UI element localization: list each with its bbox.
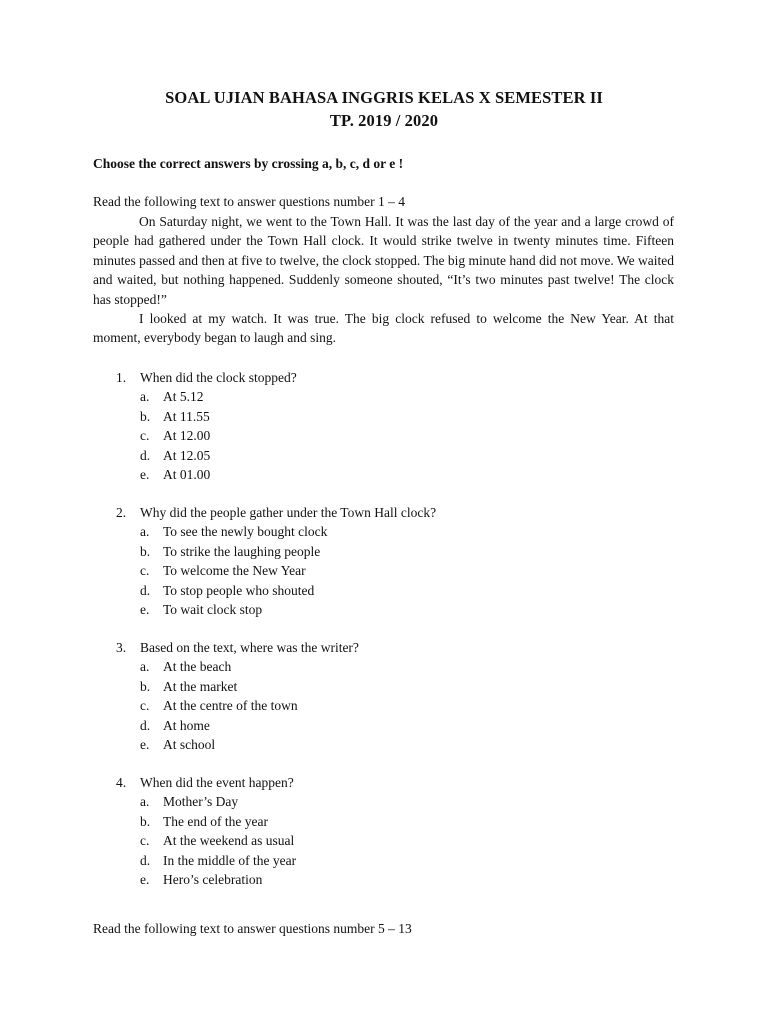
question-stem — [0, 773, 768, 792]
option-letter: d. — [140, 582, 151, 598]
exam-year: TP. 2019 / 2020 — [329, 111, 439, 130]
option-letter: d. — [140, 447, 151, 463]
option-text: At 12.05 — [163, 447, 211, 463]
question-number: 3. — [116, 640, 127, 655]
option-letter: b. — [140, 678, 151, 694]
option-d[interactable] — [0, 716, 768, 735]
option-letter: e. — [140, 871, 150, 887]
option-text: In the middle of the year — [163, 852, 297, 868]
option-c[interactable] — [0, 561, 768, 580]
option-a[interactable] — [0, 522, 768, 541]
option-d[interactable] — [0, 581, 768, 600]
option-c[interactable] — [0, 696, 768, 715]
option-text: To stop people who shouted — [163, 582, 315, 598]
option-text: Hero’s celebration — [163, 871, 263, 887]
answer-options — [0, 387, 768, 484]
question-stem — [0, 368, 768, 387]
question-text: Why did the people gather under the Town Hall clock? — [140, 505, 437, 520]
reading-passage — [93, 212, 674, 348]
option-text: At 11.55 — [163, 408, 210, 424]
exam-title: SOAL UJIAN BAHASA INGGRIS KELAS X SEMESTER II — [165, 88, 603, 107]
option-text: At 5.12 — [163, 389, 204, 405]
passage-paragraph: I looked at my watch. It was true. The big clock refused to welcome the New Year. At that moment, everybody began to laugh and sing. — [93, 311, 674, 346]
option-letter: e. — [140, 736, 150, 752]
option-e[interactable] — [0, 465, 768, 484]
question-text: Based on the text, where was the writer? — [140, 640, 359, 655]
option-text: At home — [163, 717, 210, 733]
option-text: To wait clock stop — [163, 601, 263, 617]
option-text: To welcome the New Year — [163, 563, 306, 579]
option-text: At 01.00 — [163, 466, 211, 482]
question-text: When did the event happen? — [140, 775, 294, 790]
option-letter: c. — [140, 833, 150, 849]
option-letter: a. — [140, 794, 150, 810]
option-letter: c. — [140, 563, 150, 579]
option-letter: e. — [140, 601, 150, 617]
option-a[interactable] — [0, 387, 768, 406]
option-b[interactable] — [0, 677, 768, 696]
option-a[interactable] — [0, 657, 768, 676]
option-text: At the centre of the town — [163, 698, 298, 714]
option-text: At 12.00 — [163, 428, 211, 444]
option-text: At the market — [163, 678, 238, 694]
question-number: 2. — [116, 505, 127, 520]
option-letter: b. — [140, 408, 151, 424]
option-letter: c. — [140, 698, 150, 714]
option-d[interactable] — [0, 446, 768, 465]
answer-options — [0, 522, 768, 619]
option-letter: d. — [140, 717, 151, 733]
option-e[interactable] — [0, 870, 768, 889]
option-letter: d. — [140, 852, 151, 868]
question-3 — [0, 638, 768, 754]
option-letter: a. — [140, 524, 150, 540]
option-text: At the beach — [163, 659, 232, 675]
option-letter: e. — [140, 466, 150, 482]
section2-intro: Read the following text to answer questions number 5 – 13 — [93, 921, 412, 936]
answer-options — [0, 792, 768, 889]
question-number: 1. — [116, 370, 127, 385]
option-d[interactable] — [0, 851, 768, 870]
question-1 — [0, 368, 768, 484]
option-e[interactable] — [0, 600, 768, 619]
question-2 — [0, 503, 768, 619]
option-letter: b. — [140, 813, 151, 829]
option-text: The end of the year — [163, 813, 268, 829]
option-text: At the weekend as usual — [163, 833, 295, 849]
option-letter: a. — [140, 659, 150, 675]
option-a[interactable] — [0, 792, 768, 811]
option-b[interactable] — [0, 542, 768, 561]
option-text: To see the newly bought clock — [163, 524, 328, 540]
option-c[interactable] — [0, 426, 768, 445]
section1-intro: Read the following text to answer questions number 1 – 4 — [93, 194, 405, 209]
answer-options — [0, 657, 768, 754]
option-letter: a. — [140, 389, 150, 405]
option-c[interactable] — [0, 831, 768, 850]
exam-instruction: Choose the correct answers by crossing a, b, c, d or e ! — [93, 156, 404, 171]
option-b[interactable] — [0, 812, 768, 831]
passage-paragraph: On Saturday night, we went to the Town Hall. It was the last day of the year and a large crowd of people had gathered under the Town Hall clock. It would strike twelve in twenty minutes time. Fifteen minutes passed and then at five to twelve, the clock stopped. The big minute hand did not move. We waited and waited, but nothing happened. Suddenly someone shouted, “It’s two minutes past twelve! The clock has stopped!” — [93, 214, 674, 307]
option-letter: b. — [140, 543, 151, 559]
option-text: Mother’s Day — [163, 794, 239, 810]
question-4 — [0, 773, 768, 889]
question-stem — [0, 638, 768, 657]
option-letter: c. — [140, 428, 150, 444]
option-e[interactable] — [0, 735, 768, 754]
option-b[interactable] — [0, 407, 768, 426]
option-text: At school — [163, 736, 216, 752]
option-text: To strike the laughing people — [163, 543, 321, 559]
question-text: When did the clock stopped? — [140, 370, 297, 385]
question-number: 4. — [116, 775, 127, 790]
question-stem — [0, 503, 768, 522]
